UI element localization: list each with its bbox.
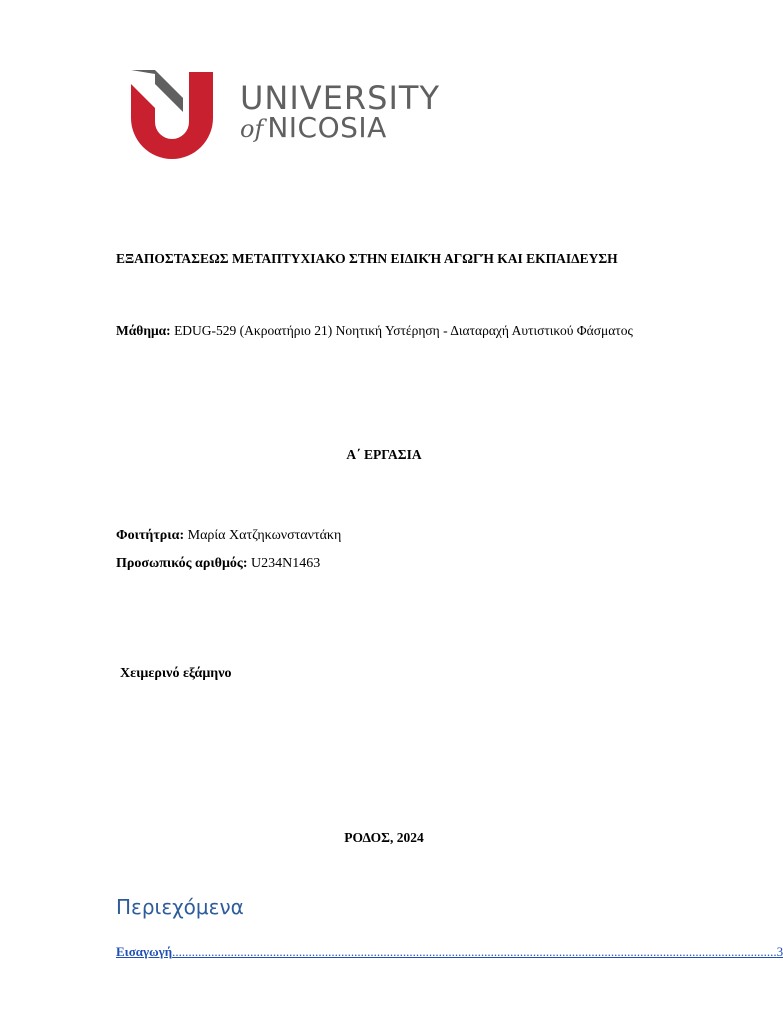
place-year: ΡΟΔΟΣ, 2024 xyxy=(344,830,424,845)
course-value: EDUG-529 (Ακροατήριο 21) Νοητική Υστέρηση - Διαταραχή Αυτιστικού Φάσματος xyxy=(174,323,633,338)
course-line xyxy=(116,323,646,339)
logo-nicosia-text: NICOSIA xyxy=(267,111,387,144)
program-title: ΕΞΑΠΟΣΤΑΣΕΩΣ ΜΕΤΑΠΤΥΧΙΑΚΟ ΣΤΗΝ ΕΙΔΙΚΉ ΑΓΩΓΉ ΚΑΙ ΕΚΠΑΙΔΕΥΣΗ xyxy=(116,251,618,266)
toc-heading: Περιεχόμενα xyxy=(116,895,244,919)
assignment-title: Α΄ ΕΡΓΑΣΙΑ xyxy=(346,447,422,462)
logo-university-text: UNIVERSITY xyxy=(240,79,440,117)
logo-shield-icon xyxy=(131,70,213,158)
course-label: Μάθημα: xyxy=(116,323,171,338)
toc-entry-link[interactable] xyxy=(116,944,783,960)
semester-label: Χειμερινό εξάμηνο xyxy=(120,666,232,681)
logo-of-text: of xyxy=(240,115,264,143)
toc-leader-dots: .......................................................................................................................................................................................... xyxy=(172,944,777,959)
logo-nicosia-line xyxy=(240,111,387,144)
registration-number: U234N1463 xyxy=(250,556,321,571)
university-logo xyxy=(131,70,440,160)
registration-line xyxy=(116,556,320,572)
toc-entry-page[interactable]: 3 xyxy=(776,944,783,959)
registration-label: Προσωπικός αριθμός: xyxy=(116,556,248,571)
student-name: Μαρία Χατζηκωνσταντάκη xyxy=(187,528,342,543)
student-line xyxy=(116,528,341,544)
toc-entry-title[interactable]: Εισαγωγή xyxy=(116,944,173,959)
student-label: Φοιτήτρια: xyxy=(116,528,185,543)
